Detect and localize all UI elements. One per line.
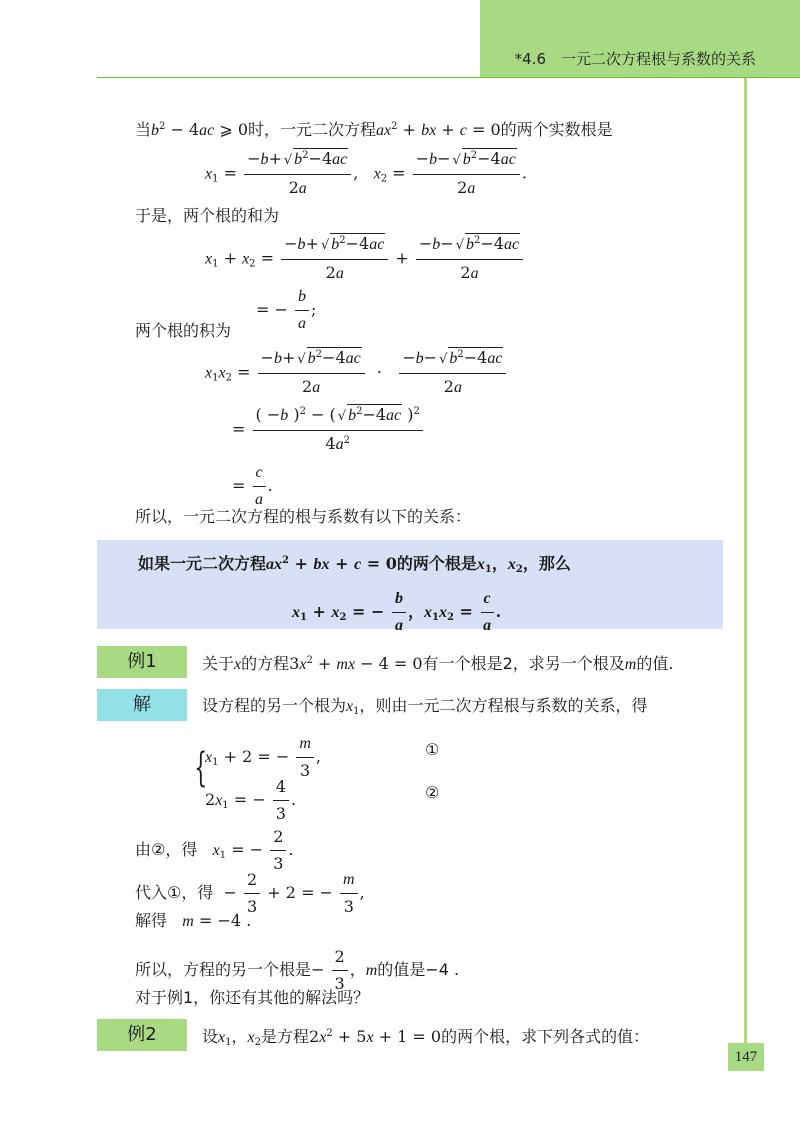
- example1-question: 关于x的方程$3x^2$ + mx − 4 = 0有一个根是2，求另一个根及m的值.: [202, 654, 674, 673]
- solution-label: 解: [97, 689, 187, 721]
- side-rule: [744, 78, 747, 1048]
- solve-step3: 解得 m = −4 .: [135, 911, 252, 930]
- solution-line1: 设方程的另一个根为$x_1$，则由一元二次方程根与系数的关系，得: [202, 696, 648, 717]
- eq1-mark: ①: [425, 740, 440, 759]
- prod-step: = $\frac{( -b )^2 - ( √ b^2-4ac )^2}{4a^2}$: [232, 404, 425, 456]
- solution-answer: 所以，方程的另一个根是− $\frac{2}{3}$ ，m的值是−4 .: [135, 947, 460, 993]
- intro-line: 当$b^2 - 4ac$ ⩾ 0时，一元二次方程$ax^2$ + bx + c = 0的两个实数根是: [135, 120, 613, 139]
- example2-question: 设$x_1$，$x_2$是方程$2x^2 + 5x + 1 = 0$的两个根，求下列各式的值：: [202, 1027, 650, 1048]
- sum-formula: $x_1 + x_2$ = $\frac{-b+ √ b^2-4ac}{2a}$ + $\frac{-b- √ b^2-4ac}{2a}$: [205, 233, 525, 285]
- theorem-line1: 如果一元二次方程$ax^2$ + bx + c = 0的两个根是$x_1$，$x_2$，那么: [138, 554, 571, 575]
- further-question: 对于例1，你还有其他的解法吗？: [135, 988, 370, 1007]
- prod-formula: $x_1x_2$ = $\frac{-b+ √ b^2-4ac}{2a}$ · $\frac{-b- √ b^2-4ac}{2a}$: [205, 347, 508, 399]
- system-brace: {: [194, 745, 208, 791]
- solve-step1: 由②，得 $x_1$ = − $\frac{2}{3}$ .: [135, 827, 294, 873]
- sum-intro: 于是，两个根的和为: [135, 206, 280, 225]
- conclusion: 所以，一元二次方程的根与系数有以下的关系：: [135, 507, 472, 526]
- system-eq2: $2x_1$ = − $\frac{4}{3}$ .: [205, 777, 297, 823]
- system-eq1: $x_1 + 2$ = − $\frac{m}{3}$ ,: [205, 735, 321, 780]
- header-rule: [97, 77, 800, 78]
- page-number: 147: [728, 1043, 764, 1071]
- prod-intro: 两个根的积为: [135, 321, 232, 340]
- theorem-line2: $x_1 + x_2$ = − $\frac{b}{a}$ ，$x_1x_2$ = $\frac{c}{a}$ .: [292, 590, 502, 634]
- example1-label: 例1: [97, 646, 187, 678]
- prod-result: = $\frac{c}{a}$ .: [232, 464, 273, 508]
- sum-result: = − $\frac{b}{a}$ ;: [256, 288, 317, 332]
- eq2-mark: ②: [425, 783, 440, 802]
- example2-label: 例2: [97, 1019, 187, 1051]
- section-title: *4.6 一元二次方程根与系数的关系: [514, 50, 756, 68]
- solve-step2: 代入①，得 − $\frac{2}{3}$ + 2 = − $\frac{m}{3}$ ,: [135, 870, 365, 916]
- roots-formula: $x_1$ = $\frac{-b+ √ b^2-4ac}{2a}$ , $x_2$ = $\frac{-b- √ b^2-4ac}{2a}$ .: [205, 149, 527, 197]
